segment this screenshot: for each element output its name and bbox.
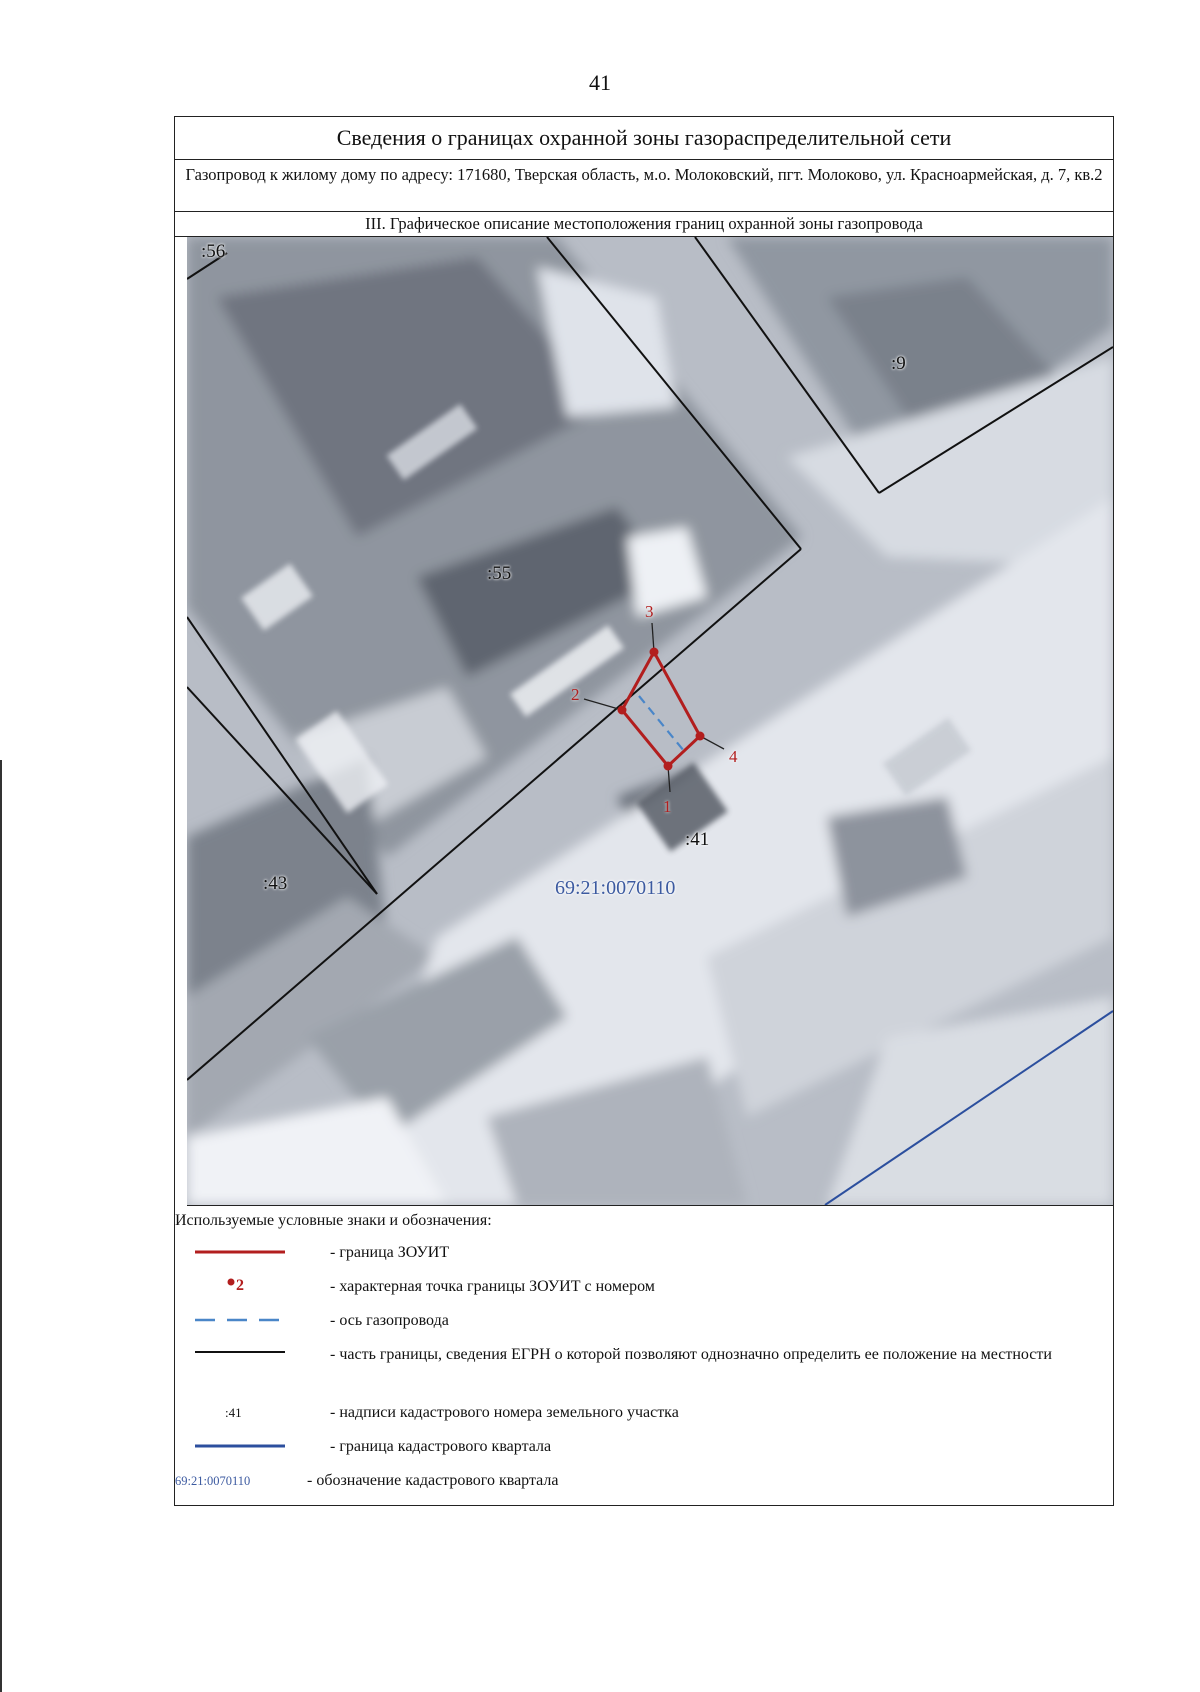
object-address: Газопровод к жилому дому по адресу: 171680, Тверская область, м.о. Молоковский, пгт. Молоково, ул. Красноармейская, д. 7, кв.2 (175, 160, 1113, 212)
point-label-2: 2 (571, 685, 580, 704)
legend-text-point: - характерная точка границы ЗОУИТ с номером (330, 1278, 655, 1295)
point-label-1: 1 (663, 797, 672, 816)
zone-point-3 (650, 648, 659, 657)
zone-point-1 (664, 762, 673, 771)
zone-point-2 (618, 706, 627, 715)
legend-text-quarter-label: - обозначение кадастрового квартала (307, 1472, 559, 1489)
blue-dashed-line-icon (195, 1310, 285, 1330)
section-heading: III. Графическое описание местоположения границ охранной зоны газопровода (175, 212, 1113, 237)
parcel-label-43: :43 (263, 873, 288, 894)
zone-document-frame (174, 116, 1114, 1506)
satellite-map[interactable] (187, 237, 1113, 1206)
parcel-label-9: :9 (891, 353, 906, 374)
legend-parcel-sample: :41 (225, 1405, 242, 1420)
legend-text-parcel-label: - надписи кадастрового номера земельного участка (330, 1404, 679, 1421)
point-label-3: 3 (645, 602, 654, 621)
page-number: 41 (589, 70, 611, 95)
legend-text-quarter-boundary: - граница кадастрового квартала (330, 1438, 552, 1455)
point-label-4: 4 (729, 747, 738, 766)
zone-point-4 (696, 732, 705, 741)
parcel-label-55: :55 (487, 563, 512, 584)
legend-text-gas-axis: - ось газопровода (330, 1312, 449, 1329)
legend-point-sample: 2 (236, 1277, 244, 1294)
blue-line-icon (195, 1436, 285, 1456)
parcel-label-56: :56 (201, 241, 226, 262)
legend-quarter-sample: 69:21:0070110 (175, 1474, 251, 1488)
black-line-icon (195, 1344, 285, 1364)
map-drawing (187, 237, 1113, 1205)
legend-text-parcel-boundary: - часть границы, сведения ЕГРН о которой позволяют однозначно определить ее положение на местности (330, 1346, 1052, 1363)
scan-edge-line (0, 760, 2, 1692)
legend (175, 1206, 1113, 1496)
document-title: Сведения о границах охранной зоны газораспределительной сети (175, 117, 1113, 160)
red-line-icon (195, 1242, 285, 1262)
quarter-number-label: 69:21:0070110 (555, 877, 676, 899)
legend-caption: Используемые условные знаки и обозначения: (175, 1212, 492, 1229)
legend-text-zone-boundary: - граница ЗОУИТ (330, 1244, 450, 1261)
parcel-label-41: :41 (685, 829, 710, 850)
